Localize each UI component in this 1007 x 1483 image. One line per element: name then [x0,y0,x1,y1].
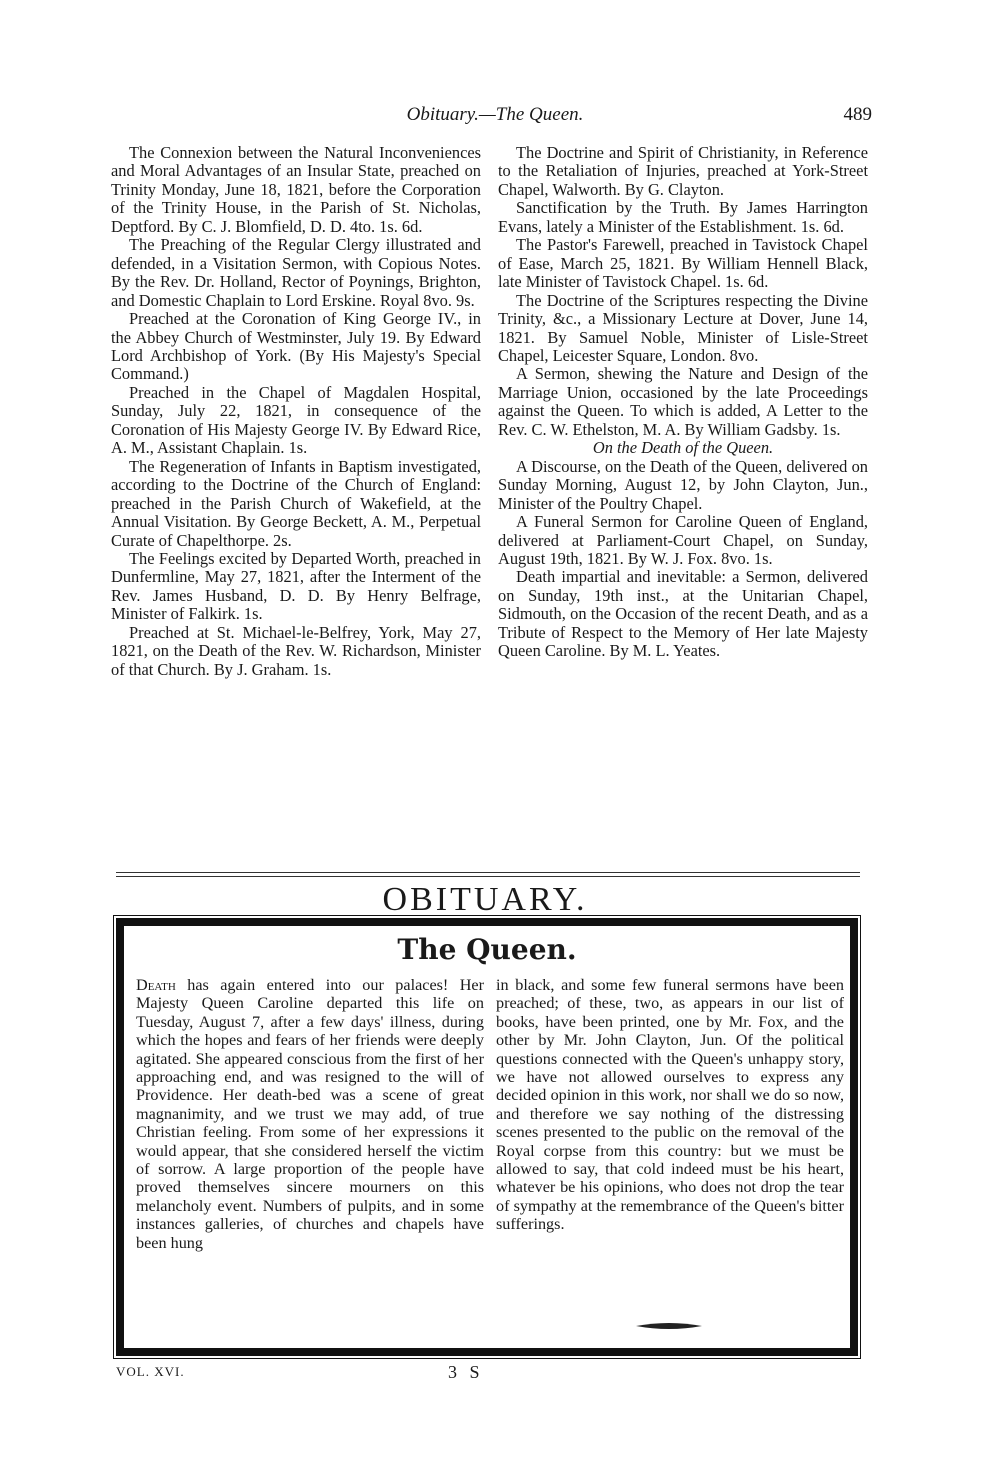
lead-word: Death [136,976,176,994]
right-column [498,144,868,661]
book-entry: A Sermon, shewing the Nature and Design of the Marriage Union, occasioned by the late Proceedings against the Queen. To which is added, A Letter to the Rev. C. W. Ethelston, M. A. By William Gadsby. 1s. [498,364,868,439]
obituary-right-column [496,976,844,1234]
obituary-box [116,918,858,1356]
running-head [110,104,880,130]
book-entry: The Doctrine and Spirit of Christianity, in Reference to the Retaliation of Injuries, preached at York-Street Chapel, Walworth. By G. Clayton. [498,143,868,199]
book-entry: Preached in the Chapel of Magdalen Hospital, Sunday, July 22, 1821, in consequence of the Coronation of His Majesty George IV. By Edward Rice, A. M., Assistant Chaplain. 1s. [111,382,481,458]
book-entry: The Doctrine of the Scriptures respecting the Divine Trinity, &c., a Missionary Lecture at Dover, June 14, 1821. By Samuel Noble, Minister of Lisle-Street Chapel, Leicester Square, London. 8vo. [498,290,868,365]
book-entry: A Funeral Sermon for Caroline Queen of England, delivered at Parliament-Court Chapel, on Sunday, August 19th, 1821. By W. J. Fox. 8vo. 1s. [498,512,868,568]
obituary-heading: OBITUARY. [382,881,588,918]
section-divider [116,872,860,877]
book-entry: The Regeneration of Infants in Baptism investigated, according to the Doctrine of the Church of England: preached in the Parish Church of Wakefield, at the Annual Visitation. By George Beckett, A. M., Perpetual Curate of Chapelthorpe. 2s. [111,456,481,550]
book-entry: Death impartial and inevitable: a Sermon, delivered on Sunday, 19th inst., at the Unitarian Chapel, Sidmouth, on the Occasion of the recent Death, and as a Tribute of Respect to the Memory of Her late Majesty Queen Caroline. By M. L. Yeates. [498,567,868,661]
running-title: Obituary.—The Queen. [406,104,584,125]
book-entry: The Preaching of the Regular Clergy illustrated and defended, in a Visitation Sermon, with Copious Notes. By the Rev. Dr. Holland, Rector of Poynings, Brighton, and Domestic Chaplain to Lord Erskine. Royal 8vo. 9s. [111,235,481,310]
obituary-title: The Queen. [397,933,577,966]
book-entry: Preached at St. Michael-le-Belfrey, York, May 27, 1821, on the Death of the Rev. W. Richardson, Minister of that Church. By J. Graham. 1s. [111,622,481,679]
obituary-right-text: in black, and some few funeral sermons have been preached; of these, two, as appears in our list of books, have been printed, one by Mr. Fox, and the other by Mr. John Clayton, Jun. Of the political questions connected with the Queen's unhappy story, we have not allowed ourselves to express any decided opinion in this work, nor shall we do so now, and therefore we say nothing of the distressing scenes presented to the public on the removal of the Royal corpse from this country: but we must be allowed to say, that cold indeed must be his heart, whatever be his opinions, who does not drop the tear of sympathy at the remembrance of the Queen's bitter sufferings. [496,976,844,1234]
volume-label: VOL. XVI. [116,1364,185,1379]
book-entry: The Feelings excited by Departed Worth, preached in Dunfermline, May 27, 1821, after the Interment of the Rev. James Husband, D. D. By Henry Belfrage, Minister of Falkirk. 1s. [111,548,481,624]
flourish-ornament [634,1321,704,1331]
book-entry: Sanctification by the Truth. By James Harrington Evans, lately a Minister of the Establishment. 1s. 6d. [498,198,868,236]
signature-mark: 3 S [448,1362,484,1382]
left-column [111,144,481,679]
sub-heading-death-of-queen: On the Death of the Queen. [592,438,774,458]
book-entry: Preached at the Coronation of King George IV., in the Abbey Church of Westminster, July 19. By Edward Lord Archbishop of York. (By His Majesty's Special Command.) [111,309,481,384]
book-entry: The Pastor's Farewell, preached in Tavistock Chapel of Ease, March 25, 1821. By William Hennell Black, late Minister of Tavistock Chapel. 1s. 6d. [498,235,868,292]
obituary-left-column [136,976,484,1252]
obituary-paragraph [136,976,484,1252]
book-entry: A Discourse, on the Death of the Queen, delivered on Sunday Morning, August 12, by John Clayton, Jun., Minister of the Poultry Chapel. [498,456,868,513]
book-entry: The Connexion between the Natural Inconveniences and Moral Advantages of an Insular State, preached on Trinity Monday, June 18, 1821, before the Corporation of the Trinity House, in the Parish of St. Nicholas, Deptford. By C. J. Blomfield, D. D. 4to. 1s. 6d. [111,143,481,236]
obituary-left-text: has again entered into our palaces! Her Majesty Queen Caroline departed this life on Tuesday, August 7, after a few days' illness, during which the hopes and fears of her friends were deeply agitated. She appeared conscious from the first of her approaching end, and was resigned to the will of Providence. Her death-bed was a scene of great magnanimity, and we trust we may add, of true Christian feeling. From some of her expressions it would appear, that she considered herself the victim of sorrow. A large proportion of the people have proved themselves sincere mourners on this melancholy event. Numbers of pulpits, and in some instances galleries, of churches and chapels have been hung [136,976,484,1252]
page-number: 489 [843,104,872,125]
